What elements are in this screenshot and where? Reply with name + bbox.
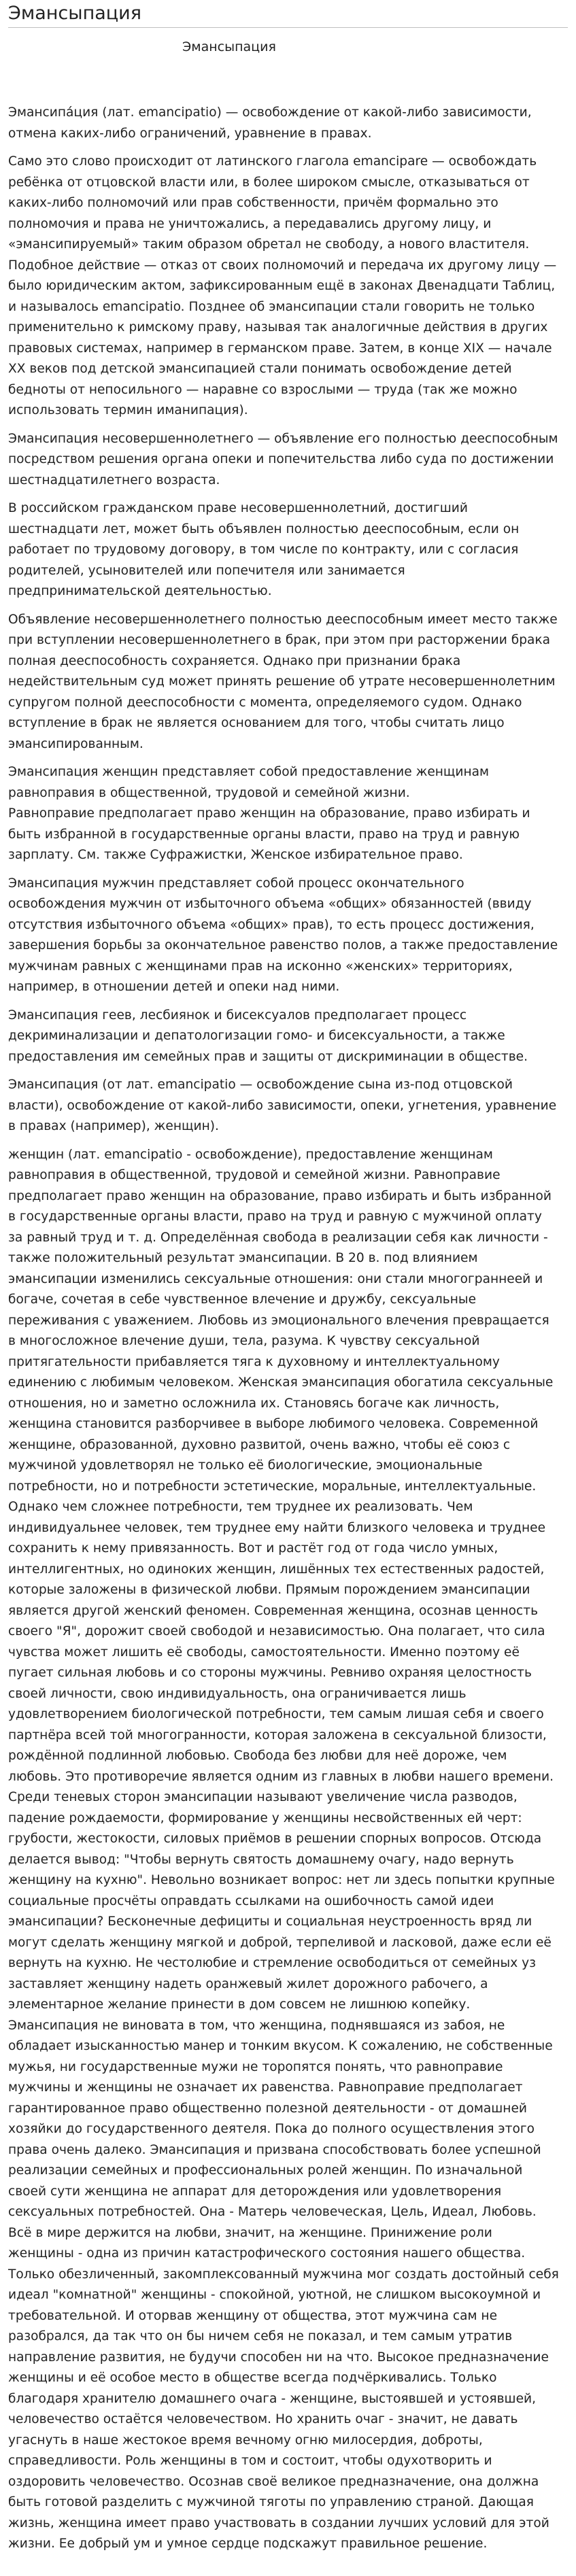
paragraph-minor-emancipation: Эмансипация несовершеннолетнего — объявление его полностью дееспособным посредством решения органа опеки и попечительства либо суда по достижении шестнадцатилетнего возраста. bbox=[8, 431, 558, 487]
paragraph-etymology: Само это слово происходит от латинского глагола emancipare — освобождать ребёнка от отцовской власти или, в более широком смысле, отказываться от каких-либо полномочий или прав собственности, причём формально это полномочия и права не уничтожались, а передавались другому лицу, и «эмансипируемый» таким образом обретал не свободу, а нового властителя. Подобное действие — отказ от своих полномочий и передача их другому лицу — было юридическим актом, зафиксированным ещё в законах Двенадцати Таблиц, и называлось emancipatio. Позднее об эмансипации стали говорить не только применительно к римскому праву, называя так аналогичные действия в других правовых системах, например в германском праве. Затем, в конце XIX — начале XX веков под детской эмансипацией стали понимать освобождение детей бедноты от непосильного — наравне со взрослыми — труда (так же можно использовать термин иманипация). bbox=[8, 154, 557, 417]
paragraph-latin-origin: Эмансипация (от лат. emancipatio — освобождение сына из-под отцовской власти), освобождение от какой-либо зависимости, опеки, угнетения, уравнение в правах (например), женщин). bbox=[8, 1078, 557, 1133]
paragraph-definition: Эмансипа́ция (лат. emancipatio) — освобождение от какой-либо зависимости, отмена каких-либо ограничений, уравнение в правах. bbox=[8, 105, 532, 141]
paragraph-marriage: Объявление несовершеннолетнего полностью дееспособным имеет место также при вступлении несовершеннолетнего в брак, при этом при расторжении брака полная дееспособность сохраняется. Однако при признании брака недействительным суд может принять решение об утрате несовершеннолетним супругом полной дееспособности с момента, определяемого судом. Однако вступление в брак не является основанием для того, чтобы считать лицо эмансипированным. bbox=[8, 612, 558, 751]
paragraph-women-emancipation: Эмансипация женщин представляет собой предоставление женщинам равноправия в общественной, трудовой и семейной жизни. bbox=[8, 765, 490, 800]
header-divider bbox=[8, 27, 568, 28]
page-title: Эмансыпация bbox=[182, 39, 276, 54]
article-body bbox=[0, 56, 576, 2555]
paragraph-russian-law: В российском гражданском праве несовершеннолетний, достигший шестнадцати лет, может быть объявлен полностью дееспособным, если он работает по трудовому договору, в том числе по контракту, или с согласия родителей, усыновителей или попечителя или занимается предпринимательской деятельностью. bbox=[8, 501, 520, 598]
paragraph-equality: Равноправие предполагает право женщин на образование, право избирать и быть избранной в государственные органы власти, право на труд и равную зарплату. См. также Суфражистки, Женское избирательное право. bbox=[8, 806, 530, 862]
paragraph-lgb-emancipation: Эмансипация геев, лесбиянок и бисексуалов предполагает процесс декриминализации и депатологизации гомо- и бисексуальности, а также предоставления им семейных прав и защиты от дискриминации в обществе. bbox=[8, 1008, 528, 1064]
paragraph-men-emancipation: Эмансипация мужчин представляет собой процесс окончательного освобождения мужчин от избыточного объема «общих» обязанностей (ввиду отсутствия избыточного объема «общих» прав), то есть процесс достижения, завершения борьбы за окончательное равенство полов, а также предоставление мужчинам равных с женщинами прав на исконно «женских» территориях, например, в отношении детей и опеки над ними. bbox=[8, 876, 558, 994]
site-title: Эмансыпация bbox=[8, 3, 141, 24]
paragraph-women-role: Эмансипация не виновата в том, что женщина, поднявшаяся из забоя, не обладает изысканностью манер и тонким вкусом. К сожалению, не собственные мужья, ни государственные мужи не торопятся понять, что равноправие мужчины и женщины не означает их равенства. Равноправие предполагает гарантированное право общественно полезной деятельности - от домашней хозяйки до государственного деятеля. Пока до полного осуществления этого права очень далеко. Эмансипация и призвана способствовать более успешной реализации семейных и профессиональных ролей женщин. По изначальной своей сути женщина не аппарат для деторождения или удовлетворения сексуальных потребностей. Она - Матерь человеческая, Цель, Идеал, Любовь. Всё в мире держится на любви, значит, на женщине. Принижение роли женщины - одна из причин катастрофического состояния нашего общества. Только обезличенный, закомплексованный мужчина мог создать достойный себя идеал "комнатной" женщины - спокойной, уютной, не слишком высокоумной и требовательной. И оторвав женщину от общества, этот мужчина сам не разобрался, да так что он бы ничем себя не показал, и тем самым утратив направление развития, не будучи способен ни на что. Высокое предназначение женщины и её особое место в обществе всегда подчёркивались. Только благодаря хранителю домашнего очага - женщине, выстоявшей и устоявшей, человечество остаётся человечеством. Но хранить очаг - значит, не давать угаснуть в наше жестокое время вечному огню милосердия, доброты, справедливости. Роль женщины в том и состоит, чтобы одухотворить и оздоровить человечество. Осознав своё великое предназначение, она должна быть готовой разделить с мужчиной тяготы по управлению страной. Дающая жизнь, женщина имеет право участвовать в создании лучших условий для этой жизни. Ее добрый ум и умное сердце подскажут правильное решение. bbox=[8, 2018, 559, 2551]
paragraph-women-essay: женщин (лат. emancipatio - освобождение), предоставление женщинам равноправия в общественной, трудовой и семейной жизни. Равноправие предполагает право женщин на образование, право избирать и быть избранной в государственные органы власти, право на труд и равную с мужчиной оплату за равный труд и т. д. Определённая свобода в реализации себя как личности - также положительный результат эмансипации. В 20 в. под влиянием эмансипации изменились сексуальные отношения: они стали многограннеей и богаче, сочетая в себе чувственное влечение и дружбу, сексуальные переживания с уважением. Любовь из эмоционального влечения превращается в многосложное влечение души, тела, разума. К чувству сексуальной притягательности прибавляется тяга к духовному и интеллектуальному единению с любимым человеком. Женская эмансипация обогатила сексуальные отношения, но и заметно осложнила их. Становясь богаче как личность, женщина становится разборчивее в выборе любимого человека. Современной женщине, образованной, духовно развитой, очень важно, чтобы её союз с мужчиной удовлетворял не только её биологические, эмоциональные потребности, но и потребности эстетические, моральные, интеллектуальные. Однако чем сложнее потребности, тем труднее их реализовать. Чем индивидуальнее человек, тем труднее ему найти близкого человека и труднее сохранить к нему привязанность. Вот и растёт год от года число умных, интеллигентных, но одиноких женщин, лишённых тех естественных радостей, которые заложены в физической любви. Прямым порождением эмансипации является другой женский феномен. Современная женщина, осознав ценность своего "Я", дорожит своей свободой и независимостью. Она полагает, что сила чувства может лишить её свободы, самостоятельности. Именно поэтому её пугает сильная любовь и со стороны мужчины. Ревниво охраняя целостность своей личности, свою индивидуальность, она ограничивается лишь удовлетворением биологической потребности, тем самым лишая себя и своего партнёра всей той многогранности, которая заложена в сексуальной близости, рождённой подлинной любовью. Свобода без любви для неё дороже, чем любовь. Это противоречие является одним из главных в любви нашего времени. Среди теневых сторон эмансипации называют увеличение числа разводов, падение рождаемости, формирование у женщины несвойственных ей черт: грубости, жестокости, силовых приёмов в решении спорных вопросов. Отсюда делается вывод: "Чтобы вернуть святость домашнему очагу, надо вернуть женщину на кухню". Невольно возникает вопрос: нет ли здесь попытки крупные социальные просчёты оправдать ссылками на ошибочность самой идеи эмансипации? Бесконечные дефициты и социальная неустроенность вряд ли могут сделать женщину мягкой и доброй, терпеливой и ласковой, даже если её вернуть на кухню. Не честолюбие и стремление освободиться от семейных уз заставляет женщину надеть оранжевый жилет дорожного рабочего, а элементарное желание принести в дом совсем не лишнюю копейку. bbox=[8, 1147, 555, 2012]
